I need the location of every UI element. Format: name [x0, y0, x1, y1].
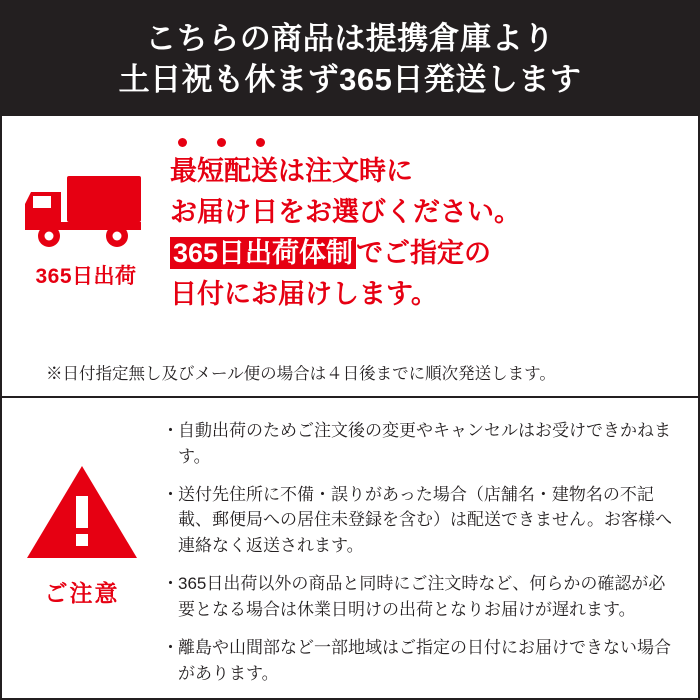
truck-caption: 365日出荷	[35, 265, 137, 288]
bullet-icon: ・	[162, 484, 179, 504]
dot-icon	[217, 138, 226, 147]
shipping-schedule-section	[2, 116, 698, 398]
bullet-icon: ・	[162, 421, 179, 440]
schedule-line-3-rest: でご指定の	[356, 238, 492, 269]
schedule-line-1: 最短配送は注文時に	[170, 156, 413, 186]
caution-caption: ご注意	[44, 580, 120, 606]
list-item	[162, 418, 680, 470]
caution-item-text: 自動出荷のためご注文後の変更やキャンセルはお受けできかねます。	[178, 421, 671, 466]
caution-item-text: 365日出荷以外の商品と同時にご注文時など、何らかの確認が必要となる場合は休業日明けの出荷となりお届けが遅れます。	[178, 574, 666, 619]
dot-icon	[178, 138, 187, 147]
shipping-schedule-text	[170, 116, 698, 315]
header-line-2: 土日祝も休まず365日発送します	[118, 62, 582, 97]
schedule-line-4: 日付にお届けします。	[170, 279, 438, 310]
list-item	[162, 482, 680, 559]
warning-triangle-icon	[23, 462, 141, 567]
highlight-365-badge: 365日出荷体制	[170, 237, 356, 269]
banner-header	[2, 2, 698, 116]
schedule-line-3	[170, 233, 684, 274]
caution-item-text: 送付先住所に不備・誤りがあった場合（店舗名・建物名の不記載、郵便局への居住未登録を含む）は配送できません。お客様へ連絡なく返送されます。	[178, 484, 673, 556]
truck-badge	[2, 116, 170, 290]
schedule-line-2: お届け日をお選びください。	[170, 197, 521, 228]
caution-item-text: 離島や山間部など一部地域はご指定の日付にお届けできない場合があります。	[178, 637, 671, 683]
bullet-icon: ・	[162, 574, 179, 594]
dot-icon	[256, 138, 265, 147]
list-item	[162, 571, 680, 623]
shipping-note: ※日付指定無し及びメール便の場合は４日後までに順次発送します。	[46, 365, 556, 383]
list-item	[162, 635, 680, 687]
caution-list	[162, 414, 698, 698]
header-line-1: こちらの商品は提携倉庫より	[145, 21, 555, 57]
caution-section	[2, 398, 698, 698]
decorative-dots	[170, 138, 684, 147]
caution-badge	[2, 414, 162, 608]
delivery-truck-icon	[23, 168, 149, 254]
bullet-icon: ・	[162, 637, 179, 657]
shipping-schedule-body	[2, 116, 698, 360]
